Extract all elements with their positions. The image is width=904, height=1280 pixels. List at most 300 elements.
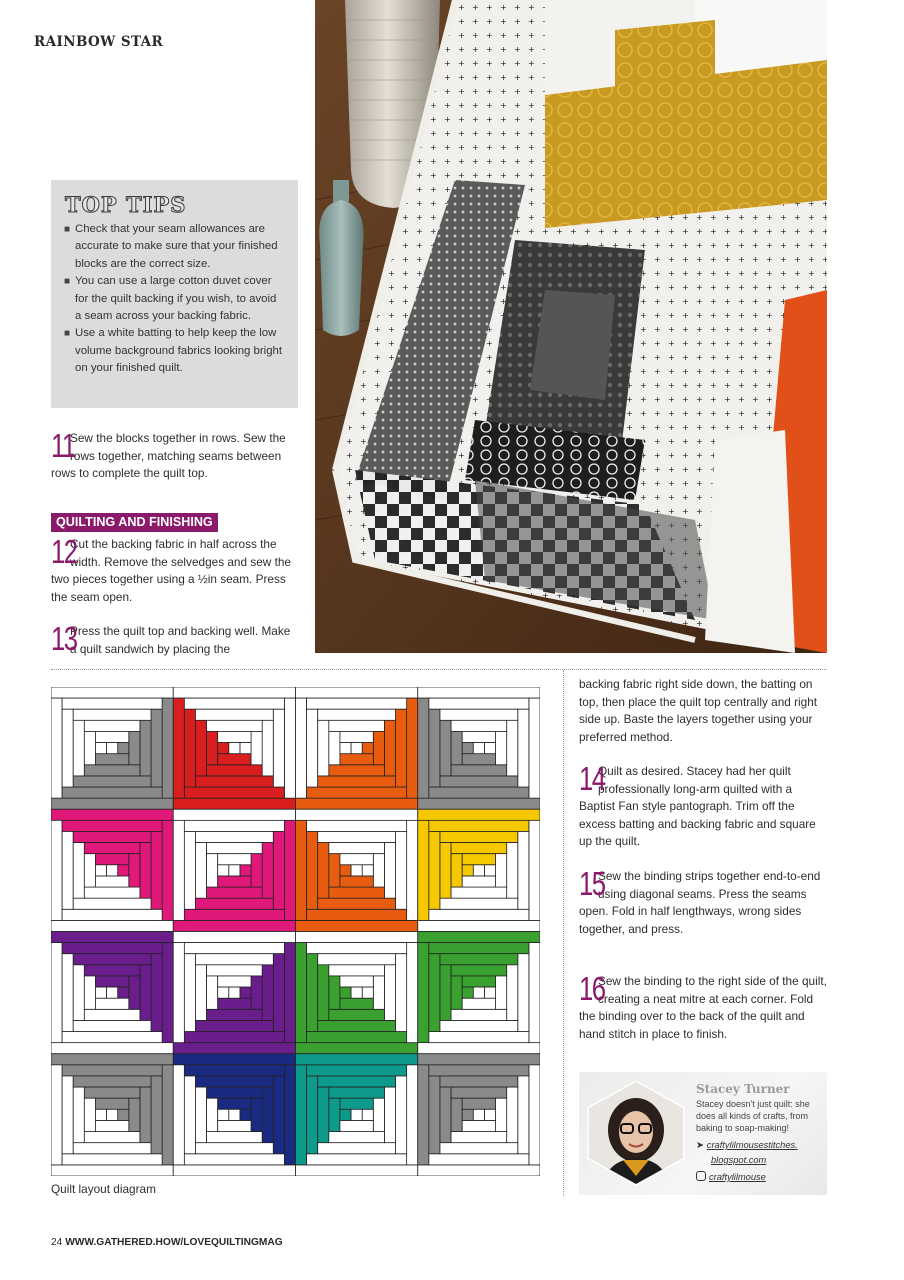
quilt-patch bbox=[162, 943, 173, 1043]
quilt-patch bbox=[62, 1154, 162, 1165]
quilt-patch bbox=[84, 1132, 140, 1143]
quilt-patch bbox=[351, 987, 362, 998]
quilt-patch bbox=[307, 909, 407, 920]
quilt-patch bbox=[418, 1043, 540, 1054]
quilt-patch bbox=[418, 1065, 429, 1165]
quilt-patch bbox=[207, 854, 218, 887]
step-number: 15 bbox=[579, 865, 605, 902]
quilt-patch bbox=[307, 1032, 407, 1043]
quilt-patch bbox=[418, 932, 540, 943]
quilt-patch bbox=[195, 1076, 273, 1087]
quilt-patch bbox=[51, 943, 62, 1043]
quilt-patch bbox=[451, 1132, 507, 1143]
quilt-patch bbox=[351, 1109, 362, 1120]
quilt-patch bbox=[195, 898, 273, 909]
quilt-patch bbox=[173, 1043, 295, 1054]
quilt-patch bbox=[84, 887, 140, 898]
quilt-patch bbox=[62, 1065, 162, 1076]
quilt-patch bbox=[218, 998, 251, 1009]
quilt-patch bbox=[62, 909, 162, 920]
quilt-patch bbox=[418, 943, 429, 1043]
footer-url[interactable]: WWW.GATHERED.HOW/LOVEQUILTINGMAG bbox=[65, 1237, 283, 1248]
quilt-patch bbox=[218, 1098, 251, 1109]
quilt-patch bbox=[151, 709, 162, 787]
quilt-patch bbox=[462, 865, 473, 876]
quilt-patch bbox=[229, 987, 240, 998]
quilt-patch bbox=[440, 720, 451, 776]
quilt-patch bbox=[418, 1165, 540, 1176]
quilt-patch bbox=[329, 1087, 385, 1098]
quilt-patch bbox=[529, 1065, 540, 1165]
quilt-patch bbox=[307, 1076, 318, 1154]
quilt-patch bbox=[207, 1098, 218, 1131]
quilt-patch bbox=[218, 987, 229, 998]
quilt-patch bbox=[507, 720, 518, 776]
quilt-patch bbox=[396, 709, 407, 787]
quilt-patch bbox=[462, 987, 473, 998]
quilt-patch bbox=[318, 776, 396, 787]
quilt-patch bbox=[95, 976, 128, 987]
quilt-patch bbox=[140, 965, 151, 1021]
step-13-continued: backing fabric right side down, the batting on top, then place the quilt top centrally and right side up. Baste the layers together using your preferred method. bbox=[579, 677, 818, 744]
quilt-patch bbox=[51, 1054, 173, 1065]
step-13 bbox=[51, 620, 299, 658]
quilt-patch bbox=[207, 887, 263, 898]
quilt-patch bbox=[51, 687, 173, 698]
quilt-patch bbox=[440, 1020, 518, 1031]
quilt-patch bbox=[173, 1065, 184, 1165]
quilt-patch bbox=[229, 743, 240, 754]
quilt-patch bbox=[429, 831, 440, 909]
step-12 bbox=[51, 533, 299, 606]
quilt-patch bbox=[195, 709, 273, 720]
quilt-patch bbox=[518, 954, 529, 1032]
quilt-patch bbox=[440, 843, 451, 899]
quilt-patch bbox=[118, 1109, 129, 1120]
quilt-patch bbox=[184, 787, 284, 798]
quilt-patch bbox=[318, 965, 329, 1021]
tips-list bbox=[65, 221, 284, 378]
step-text: Cut the backing fabric in half across the width. Remove the selvedges and sew the two pieces together using a ½in seam. Press the seam open. bbox=[51, 537, 291, 604]
step-text: Sew the blocks together in rows. Sew the rows together, matching seams between rows to complete the quilt top. bbox=[51, 431, 286, 480]
quilt-patch bbox=[507, 843, 518, 899]
quilt-patch bbox=[73, 831, 151, 842]
quilt-patch bbox=[95, 1120, 128, 1131]
quilt-patch bbox=[496, 976, 507, 1009]
quilt-patch bbox=[462, 854, 495, 865]
quilt-patch bbox=[51, 932, 173, 943]
quilt-patch bbox=[529, 943, 540, 1043]
quilt-patch bbox=[462, 1109, 473, 1120]
quilt-patch bbox=[218, 1120, 251, 1131]
quilt-patch bbox=[84, 976, 95, 1009]
quilt-patch bbox=[84, 1087, 140, 1098]
quilt-patch bbox=[329, 720, 385, 731]
quilt-patch bbox=[73, 1076, 151, 1087]
quilt-patch bbox=[184, 1065, 284, 1076]
instagram-link[interactable]: craftylilmouse bbox=[696, 1171, 766, 1183]
quilt-patch bbox=[440, 1087, 451, 1143]
quilt-patch bbox=[195, 965, 206, 1021]
vertical-divider bbox=[563, 670, 564, 1196]
quilt-patch bbox=[251, 1098, 262, 1131]
quilt-patch bbox=[418, 820, 429, 920]
quilt-diagram-svg bbox=[51, 687, 540, 1176]
quilt-patch bbox=[418, 1054, 540, 1065]
quilt-patch bbox=[129, 976, 140, 1009]
quilt-patch bbox=[229, 1109, 240, 1120]
quilt-patch bbox=[62, 831, 73, 909]
quilt-patch bbox=[440, 965, 451, 1021]
quilt-patch bbox=[440, 898, 518, 909]
quilt-patch bbox=[95, 754, 128, 765]
quilt-patch bbox=[296, 1065, 307, 1165]
quilt-patch bbox=[296, 687, 418, 698]
quilt-patch bbox=[84, 965, 140, 976]
quilt-patch bbox=[207, 1009, 263, 1020]
quilt-patch bbox=[140, 720, 151, 776]
quilt-patch bbox=[462, 743, 473, 754]
quilt-patch bbox=[95, 987, 106, 998]
quilt-patch bbox=[184, 1076, 195, 1154]
quilt-patch bbox=[51, 1065, 62, 1165]
quilt-patch bbox=[307, 943, 407, 954]
quilt-patch bbox=[296, 798, 418, 809]
quilt-patch bbox=[429, 709, 440, 787]
quilt-patch bbox=[473, 865, 484, 876]
step-number: 14 bbox=[579, 760, 605, 797]
quilt-patch bbox=[173, 1165, 295, 1176]
quilt-patch bbox=[218, 854, 251, 865]
quilt-patch bbox=[73, 954, 151, 965]
quilt-patch bbox=[184, 943, 284, 954]
quilt-patch bbox=[84, 765, 140, 776]
quilt-patch bbox=[440, 1143, 518, 1154]
quilt-patch bbox=[329, 1098, 340, 1131]
quilt-patch bbox=[496, 731, 507, 764]
quilt-patch bbox=[329, 854, 340, 887]
quilt-patch bbox=[329, 976, 340, 1009]
step-14 bbox=[579, 760, 829, 851]
quilt-patch bbox=[373, 731, 384, 764]
quilt-patch bbox=[218, 754, 251, 765]
section-heading-quilting: QUILTING AND FINISHING bbox=[51, 513, 218, 532]
quilt-patch bbox=[284, 820, 295, 920]
quilt-patch bbox=[62, 1032, 162, 1043]
cursor-icon: ➤ bbox=[696, 1140, 704, 1150]
quilt-patch bbox=[318, 1087, 329, 1143]
quilt-patch bbox=[207, 976, 218, 1009]
quilt-patch bbox=[218, 731, 251, 742]
quilt-patch bbox=[173, 920, 295, 931]
quilt-patch bbox=[484, 1109, 495, 1120]
step-text: Sew the binding strips together end-to-end using diagonal seams. Press the seams open. Fold in half lengthways, wrong sides together, and press. bbox=[579, 869, 821, 936]
quilt-patch bbox=[373, 854, 384, 887]
quilt-patch bbox=[207, 731, 218, 764]
quilt-patch bbox=[462, 1120, 495, 1131]
step-11 bbox=[51, 427, 299, 483]
quilt-patch bbox=[184, 909, 284, 920]
quilt-patch bbox=[473, 987, 484, 998]
quilt-patch bbox=[284, 943, 295, 1043]
quilt-patch bbox=[184, 709, 195, 787]
tip-item: ■ Use a white batting to help keep the low volume background fabrics looking bright on your finished quilt. bbox=[65, 325, 284, 377]
quilt-patch bbox=[296, 1165, 418, 1176]
step-number: 12 bbox=[51, 533, 77, 570]
quilt-patch bbox=[73, 1087, 84, 1143]
quilt-patch bbox=[140, 843, 151, 899]
quilt-patch bbox=[451, 1098, 462, 1131]
quilt-patch bbox=[107, 987, 118, 998]
quilt-patch bbox=[462, 876, 495, 887]
quilt-patch bbox=[440, 709, 518, 720]
quilt-patch bbox=[195, 776, 273, 787]
quilt-patch bbox=[173, 820, 184, 920]
diagram-caption: Quilt layout diagram bbox=[51, 1182, 156, 1196]
quilt-patch bbox=[384, 720, 395, 776]
step-text: Sew the binding to the right side of the quilt, creating a neat mitre at each corner. Fold the binding over to the back of the quilt and hand stitch in place to finish. bbox=[579, 974, 827, 1041]
quilt-patch bbox=[373, 976, 384, 1009]
quilt-patch bbox=[307, 1065, 407, 1076]
tip-item: ■ Check that your seam allowances are accurate to make sure that your finished blocks are the correct size. bbox=[65, 221, 284, 273]
quilt-patch bbox=[340, 987, 351, 998]
quilt-patch bbox=[262, 965, 273, 1021]
tip-item: ■ You can use a large cotton duvet cover for the quilt backing if you wish, to avoid a seam across your backing fabric. bbox=[65, 273, 284, 325]
quilt-patch bbox=[184, 831, 195, 909]
quilt-patch bbox=[296, 932, 418, 943]
quilt-patch bbox=[451, 1087, 507, 1098]
quilt-patch bbox=[318, 1076, 396, 1087]
quilt-patch bbox=[418, 698, 429, 798]
quilt-patch bbox=[384, 965, 395, 1021]
quilt-patch bbox=[473, 743, 484, 754]
quilt-patch bbox=[329, 765, 385, 776]
quilt-patch bbox=[173, 809, 295, 820]
quilt-patch bbox=[118, 743, 129, 754]
quilt-patch bbox=[73, 1020, 151, 1031]
quilt-patch bbox=[451, 976, 462, 1009]
quilt-patch bbox=[384, 1087, 395, 1143]
quilt-patch bbox=[207, 765, 263, 776]
quilt-patch bbox=[296, 920, 418, 931]
quilt-patch bbox=[307, 698, 407, 709]
quilt-patch bbox=[329, 731, 340, 764]
quilt-patch bbox=[407, 698, 418, 798]
quilt-patch bbox=[184, 1154, 284, 1165]
quilt-patch bbox=[429, 943, 529, 954]
quilt-patch bbox=[329, 965, 385, 976]
quilt-patch bbox=[429, 1032, 529, 1043]
quilt-patch bbox=[51, 798, 173, 809]
quilt-patch bbox=[496, 854, 507, 887]
quilt-patch bbox=[429, 787, 529, 798]
avatar bbox=[585, 1080, 687, 1186]
quilt-patch bbox=[429, 698, 529, 709]
quilt-patch bbox=[507, 965, 518, 1021]
quilt-patch bbox=[329, 1132, 385, 1143]
quilt-patch bbox=[107, 865, 118, 876]
quilt-patch bbox=[340, 976, 373, 987]
quilt-patch bbox=[84, 843, 140, 854]
quilt-patch bbox=[95, 865, 106, 876]
quilt-patch bbox=[173, 698, 184, 798]
quilt-patch bbox=[118, 987, 129, 998]
quilt-patch bbox=[95, 1109, 106, 1120]
quilt-patch bbox=[318, 831, 396, 842]
quilt-patch bbox=[184, 698, 284, 709]
quilt-patch bbox=[440, 1076, 518, 1087]
blog-link[interactable]: ➤ craftylilmousestitches. bbox=[696, 1140, 798, 1150]
quilt-patch bbox=[318, 1020, 396, 1031]
quilt-patch bbox=[240, 1109, 251, 1120]
quilt-patch bbox=[340, 876, 373, 887]
quilt-patch bbox=[329, 1009, 385, 1020]
author-name: Stacey Turner bbox=[696, 1082, 790, 1096]
quilt-patch bbox=[462, 998, 495, 1009]
quilt-patch bbox=[462, 731, 495, 742]
instagram-icon bbox=[696, 1171, 706, 1181]
quilt-patch bbox=[340, 754, 373, 765]
author-description: Stacey doesn't just quilt: she does all kinds of crafts, from baking to soap-making! bbox=[696, 1099, 810, 1134]
quilt-patch bbox=[418, 809, 540, 820]
quilt-patch bbox=[51, 1165, 173, 1176]
quilt-patch bbox=[62, 954, 73, 1032]
blog-link-domain[interactable]: blogspot.com bbox=[711, 1155, 767, 1165]
quilt-patch bbox=[307, 820, 407, 831]
quilt-patch bbox=[507, 1087, 518, 1143]
quilt-patch bbox=[351, 743, 362, 754]
quilt-patch bbox=[396, 1076, 407, 1154]
quilt-patch bbox=[207, 965, 263, 976]
top-tips-box bbox=[51, 180, 298, 408]
quilt-patch bbox=[195, 1020, 273, 1031]
quilt-patch bbox=[407, 820, 418, 920]
quilt-patch bbox=[173, 1054, 295, 1065]
quilt-patch bbox=[296, 820, 307, 920]
top-tips-title: TOP TIPS bbox=[65, 192, 187, 217]
quilt-patch bbox=[118, 865, 129, 876]
quilt-patch bbox=[273, 954, 284, 1032]
quilt-patch bbox=[173, 687, 295, 698]
quilt-patch bbox=[440, 954, 518, 965]
step-number: 16 bbox=[579, 970, 605, 1007]
quilt-patch bbox=[207, 1087, 263, 1098]
step-15 bbox=[579, 865, 829, 938]
quilt-patch bbox=[451, 965, 507, 976]
quilt-patch bbox=[240, 743, 251, 754]
quilt-patch bbox=[218, 865, 229, 876]
quilt-patch bbox=[273, 1076, 284, 1154]
quilt-patch bbox=[518, 709, 529, 787]
quilt-patch bbox=[529, 698, 540, 798]
quilt-patch bbox=[51, 809, 173, 820]
section-label: RAINBOW STAR bbox=[34, 34, 164, 50]
quilt-patch bbox=[151, 954, 162, 1032]
quilt-patch bbox=[84, 720, 140, 731]
quilt-patch bbox=[62, 787, 162, 798]
quilt-patch bbox=[318, 898, 396, 909]
quilt-patch bbox=[51, 1043, 173, 1054]
step-text: Quilt as desired. Stacey had her quilt professionally long-arm quilted with a Baptist Fan style pantograph. Trim off the excess batting and backing fabric and square up the quilt. bbox=[579, 764, 816, 848]
quilt-patch bbox=[351, 865, 362, 876]
quilt-patch bbox=[84, 854, 95, 887]
quilt-patch bbox=[329, 843, 385, 854]
quilt-patch bbox=[429, 1154, 529, 1165]
quilt-patch bbox=[496, 1098, 507, 1131]
quilt-patch bbox=[340, 998, 373, 1009]
quilt-patch bbox=[184, 954, 195, 1032]
quilt-patch bbox=[518, 1076, 529, 1154]
quilt-patch bbox=[140, 1087, 151, 1143]
quilt-patch bbox=[307, 1154, 407, 1165]
quilt-patch bbox=[162, 820, 173, 920]
quilt-patch bbox=[518, 831, 529, 909]
quilt-patch bbox=[84, 1098, 95, 1131]
quilt-photo bbox=[315, 0, 827, 653]
quilt-patch bbox=[73, 1143, 151, 1154]
quilt-patch bbox=[95, 743, 106, 754]
quilt-patch bbox=[195, 843, 206, 899]
quilt-patch bbox=[484, 865, 495, 876]
quilt-patch bbox=[340, 854, 373, 865]
quilt-patch bbox=[451, 887, 507, 898]
quilt-patch bbox=[318, 709, 396, 720]
quilt-patch bbox=[296, 1054, 418, 1065]
page-footer bbox=[51, 1237, 283, 1248]
quilt-patch bbox=[251, 976, 262, 1009]
quilt-patch bbox=[307, 787, 407, 798]
quilt-patch bbox=[484, 743, 495, 754]
step-number: 13 bbox=[51, 620, 77, 657]
quilt-patch bbox=[73, 843, 84, 899]
quilt-patch bbox=[340, 1109, 351, 1120]
quilt-patch bbox=[418, 920, 540, 931]
quilt-patch bbox=[262, 720, 273, 776]
step-16 bbox=[579, 970, 829, 1043]
quilt-patch bbox=[362, 743, 373, 754]
quilt-patch bbox=[362, 865, 373, 876]
quilt-patch bbox=[62, 698, 162, 709]
quilt-patch bbox=[73, 898, 151, 909]
quilt-patch bbox=[318, 720, 329, 776]
quilt-patch bbox=[451, 843, 507, 854]
step-number: 11 bbox=[51, 427, 75, 464]
quilt-patch bbox=[296, 943, 307, 1043]
quilt-patch bbox=[107, 743, 118, 754]
quilt-patch bbox=[440, 776, 518, 787]
quilt-patch bbox=[473, 1109, 484, 1120]
quilt-patch bbox=[451, 731, 462, 764]
quilt-patch bbox=[51, 698, 62, 798]
quilt-patch bbox=[62, 709, 73, 787]
quilt-patch bbox=[162, 698, 173, 798]
quilt-patch bbox=[151, 1076, 162, 1154]
quilt-patch bbox=[429, 954, 440, 1032]
quilt-patch bbox=[362, 987, 373, 998]
quilt-patch bbox=[418, 687, 540, 698]
quilt-patch bbox=[307, 831, 318, 909]
quilt-patch bbox=[95, 876, 128, 887]
quilt-patch bbox=[284, 698, 295, 798]
quilt-patch bbox=[429, 1065, 529, 1076]
quilt-patch bbox=[462, 976, 495, 987]
quilt-patch bbox=[318, 843, 329, 899]
quilt-patch bbox=[240, 865, 251, 876]
quilt-patch bbox=[340, 865, 351, 876]
quilt-patch bbox=[129, 731, 140, 764]
quilt-patch bbox=[396, 831, 407, 909]
quilt-patch bbox=[218, 1109, 229, 1120]
